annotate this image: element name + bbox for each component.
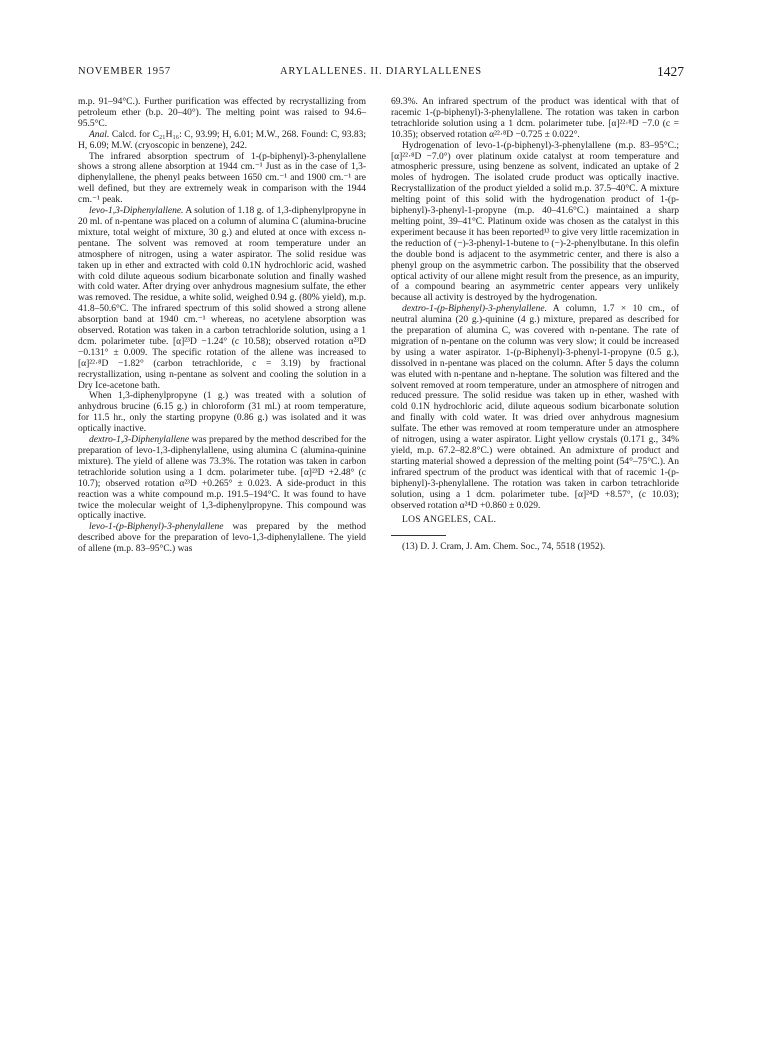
- paragraph: Hydrogenation of levo-1-(p-biphenyl)-3-phenylallene (m.p. 83–95°C.; [α]²²·⁸D −7.0°) over platinum oxide catalyst at room temperature and atmospheric pressure, using benzene as solvent, indicated an uptake of 2 moles of hydrogen. The isolated crude product was optically inactive. Recrystallization of the product yielded a solid m.p. 37.5–40°C. A mixture melting point of this solid with the hydrogenation product of 1-(p-biphenyl)-3-phenyl-1-propyne (m.p. 40–41.6°C.) maintained a sharp melting point, 39–41°C. Platinum oxide was chosen as the catalyst in this experiment because it has been reported¹³ to give very little racemization in the reduction of (−)-3-phenyl-1-butene to (−)-2-phenylbutane. In this olefin the double bond is adjacent to the asymmetric center, and there is also a phenyl group on the asymmetric carbon. The possibility that the observed optical activity of our allene might result from the presence, as an impurity, of a compound bearing an asymmetric center appears very unlikely because all activity is destroyed by the hydrogenation.: [391, 140, 679, 304]
- paragraph: levo-1,3-Diphenylallene. A solution of 1.18 g. of 1,3-diphenylpropyne in 20 ml. of n-pentane was placed on a column of alumina C (alumina-brucine mixture, total weight of mixture, 30 g.) and eluted at once with excess n-pentane. The solvent was removed at room temperature under an atmosphere of nitrogen, using a water aspirator. The solid residue was taken up in ether and extracted with cold 0.1N hydrochloric acid, washed with cold dilute aqueous sodium bicarbonate solution and finally washed with cold water. After drying over anhydrous magnesium sulfate, the ether was removed. The residue, a white solid, weighed 0.94 g. (80% yield), m.p. 41.8–50.6°C. The infrared spectrum of this solid showed a strong allene absorption band at 1940 cm.⁻¹ whereas, no acetylene absorption was observed. Rotation was taken in a carbon tetrachloride solution, using a 1 dcm. polarimeter tube. [α]²³D −1.24° (c 10.58); observed rotation α²³D −0.131° ± 0.009. The specific rotation of the allene was increased to [α]²²·⁸D −1.82° (carbon tetrachloride, c = 3.19) by fractional recrystallization, using n-pentane as solvent and cooling the solution in a Dry Ice-acetone bath.: [78, 206, 366, 391]
- left-column: [78, 97, 366, 555]
- running-title: ARYLALLENES. II. DIARYLALLENES: [280, 66, 482, 77]
- paragraph: m.p. 91–94°C.). Further purification was effected by recrystallizing from petroleum ether (b.p. 20–40°). The melting point was raised to 94.6–95.5°C.: [78, 97, 366, 129]
- right-column: [391, 97, 679, 553]
- paragraph: The infrared absorption spectrum of 1-(p-biphenyl)-3-phenylallene shows a strong allene absorption at 1944 cm.⁻¹ Just as in the case of 1,3-diphenylallene, the phenyl peaks between 1650 cm.⁻¹ and 1900 cm.⁻¹ are well defined, but they are extremely weak in comparison with the 1944 cm.⁻¹ peak.: [78, 151, 366, 206]
- paragraph: 69.3%. An infrared spectrum of the product was identical with that of racemic 1-(p-biphenyl)-3-phenylallene. The rotation was taken in carbon tetrachloride solution using a 1 dcm. polarimeter tube. [α]²²·⁸D −7.0 (c = 10.35); observed rotation α²²·⁸D −0.725 ± 0.022°.: [391, 97, 679, 140]
- paragraph: When 1,3-diphenylpropyne (1 g.) was treated with a solution of anhydrous brucine (6.15 g.) in chloroform (31 ml.) at room temperature, for 11.5 hr., only the starting propyne (0.86 g.) was isolated and it was optically inactive.: [78, 391, 366, 435]
- page-header: [78, 66, 684, 82]
- paragraph: levo-1-(p-Biphenyl)-3-phenylallene was prepared by the method described above for the preparation of levo-1,3-diphenylallene. The yield of allene (m.p. 83–95°C.) was: [78, 522, 366, 555]
- footnote-rule: [391, 535, 446, 536]
- header-date: NOVEMBER 1957: [78, 66, 171, 77]
- paragraph: dextro-1,3-Diphenylallene was prepared by the method described for the preparation of levo-1,3-diphenylallene, using alumina C (alumina-quinine mixture). The yield of allene was 73.3%. The rotation was taken in carbon tetrachloride solution using a 1 dcm. polarimeter tube. [α]²³D +2.48° (c 10.7); observed rotation α²³D +0.265° ± 0.023. A side-product in this reaction was a white compound m.p. 191.5–194°C. It was found to have twice the molecular weight of 1,3-diphenylpropyne. This compound was optically inactive.: [78, 435, 366, 522]
- footnote: (13) D. J. Cram, J. Am. Chem. Soc., 74, 5518 (1952).: [402, 542, 606, 553]
- page-number: 1427: [657, 64, 684, 79]
- paragraph: Anal. Calcd. for C₂₁H₁₆: C, 93.99; H, 6.01; M.W., 268. Found: C, 93.83; H, 6.09; M.W. (cryoscopic in benzene), 242.: [78, 129, 366, 151]
- paragraph: dextro-1-(p-Biphenyl)-3-phenylallene. A column, 1.7 × 10 cm., of neutral alumina (20 g.)-quinine (4 g.) mixture, prepared as described for the preparation of alumina C, was covered with n-pentane. The rate of migration of n-pentane on the column was very slow; it could be increased by using a water aspirator. 1-(p-Biphenyl)-3-phenyl-1-propyne (0.5 g.), dissolved in n-pentane was placed on the column. After 5 days the column was eluted with n-pentane and n-heptane. The solution was filtered and the solvent removed at room temperature, under an atmosphere of nitrogen and reduced pressure. The solid residue was taken up in ether, washed with cold 0.1N hydrochloric acid, dilute aqueous sodium bicarbonate solution and finally with cold water. It was dried over anhydrous magnesium sulfate. The ether was removed at room temperature under an atmosphere of nitrogen, using a water aspirator. Light yellow crystals (0.171 g., 34% yield, m.p. 67.2–82.8°C.) were obtained. An admixture of product and starting material showed a depression of the melting point (54°–75°C.). An infrared spectrum of the product was identical with that of racemic 1-(p-biphenyl)-3-phenylallene. The rotation was taken in carbon tetrachloride solution, using a 1 dcm. polarimeter tube. [α]²⁴D +8.57°, (c 10.03); observed rotation α²⁴D +0.860 ± 0.029.: [391, 304, 679, 511]
- location: LOS ANGELES, CAL.: [402, 515, 497, 526]
